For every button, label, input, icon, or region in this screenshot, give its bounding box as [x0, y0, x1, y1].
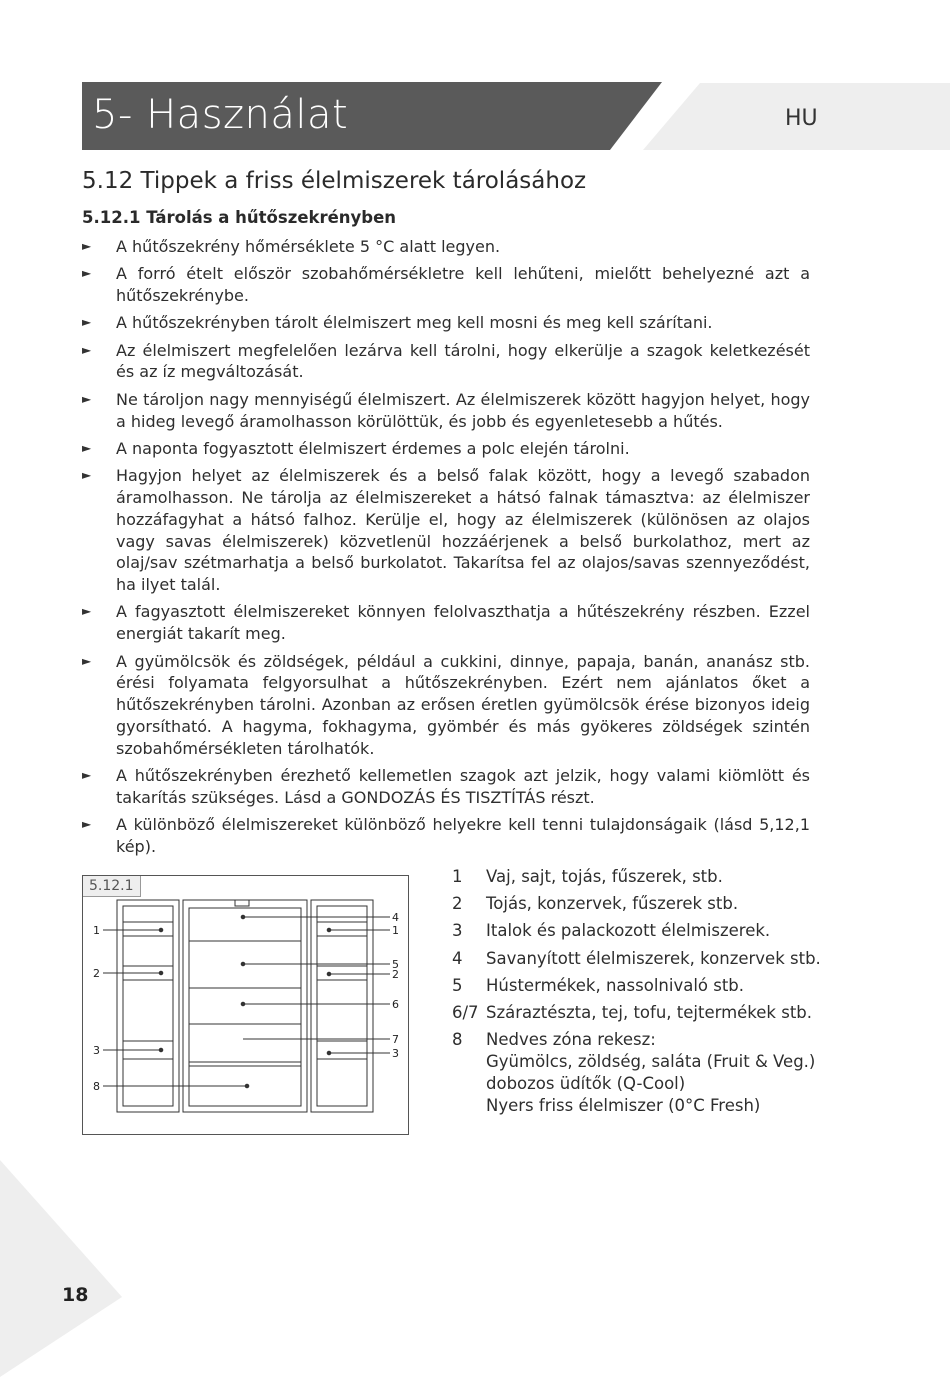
legend-text: Nedves zóna rekesz:: [486, 1030, 656, 1050]
right-door-outline: [311, 900, 373, 1112]
callout-dot: [159, 1048, 163, 1052]
list-item: ► A hűtőszekrényben érezhető kellemetlen szagok azt jelzik, hogy valami kiömlött és takarítás szükséges. Lásd a GONDOZÁS ÉS TISZTÍTÁS részt.: [82, 766, 810, 807]
top-light: [235, 900, 249, 906]
legend-number: 6/7: [452, 1002, 479, 1022]
tips-list: [82, 236, 810, 863]
list-item: ► A forró ételt először szobahőmérsékletre kell lehűteni, mielőtt behelyezné azt a hűtőszekrénybe.: [82, 264, 810, 306]
legend-row: [452, 1002, 852, 1024]
legend-row: [452, 920, 852, 942]
bullet-arrow-icon: ►: [82, 440, 92, 455]
legend-text: Tojás, konzervek, fűszerek stb.: [486, 894, 739, 914]
callout-dot: [241, 915, 245, 919]
callout-dot: [327, 972, 331, 976]
list-item: ► A fagyasztott élelmiszereket könnyen felolvaszthatja a hűtészekrény részben. Ezzel energiát takarít meg.: [82, 602, 810, 644]
callout-dot: [327, 1051, 331, 1055]
legend-row: [452, 866, 852, 888]
fridge-diagram: [82, 875, 409, 1135]
legend-row: [452, 948, 852, 970]
callout-number-right: 4: [392, 911, 399, 924]
legend-number: 4: [452, 948, 463, 968]
right-door-shelf-2: [317, 966, 367, 980]
bullet-arrow-icon: ►: [82, 315, 92, 330]
callout-dot: [241, 962, 245, 966]
callout-number-left: 1: [93, 924, 100, 937]
subsection-title: 5.12.1 Tárolás a hűtőszekrényben: [82, 208, 397, 227]
legend-subtext: dobozos üdítők (Q-Cool): [486, 1074, 686, 1094]
list-item: ► A gyümölcsök és zöldségek, például a cukkini, dinnye, papaja, banán, ananász stb. érési folyamata felgyorsulhat a hűtőszekrényben. Ezért nem ajánlatos őket a hűtőszekrényben tárolni. Azonban az erősen éretlen gyümölcsök érése bizonyos ideig gyorsítható. A hagyma, fokhagyma, gyömbér és más gyökeres zöldségek szintén szobahőmérsékleten tárolhatók.: [82, 651, 810, 758]
legend-subtext: Nyers friss élelmiszer (0°C Fresh): [486, 1096, 761, 1116]
legend-text: Hústermékek, nassolnivaló stb.: [486, 975, 745, 995]
list-item: ► Ne tároljon nagy mennyiségű élelmiszert. Az élelmiszerek között hagyjon helyet, hogy a hideg levegő áramolhasson körülöttük, és jobb és egyenletesebb a hűtés.: [82, 389, 810, 431]
figure-label: 5.12.1: [83, 876, 141, 897]
legend-text-block: [486, 1029, 852, 1117]
legend-row: [452, 1029, 852, 1117]
list-item: ► A naponta fogyasztott élelmiszert érdemes a polc elején tárolni.: [82, 438, 630, 458]
fridge-drawing: [83, 876, 408, 1134]
corner-decoration: [0, 1160, 130, 1380]
legend-text: Száraztészta, tej, tofu, tejtermékek stb.: [486, 1002, 813, 1022]
list-item: ► A hűtőszekrény hőmérséklete 5 °C alatt legyen.: [82, 237, 501, 256]
list-item: ► A hűtőszekrényben tárolt élelmiszert meg kell mosni és meg kell szárítani.: [82, 313, 713, 333]
bullet-arrow-icon: ►: [82, 239, 92, 253]
cabinet-outline: [183, 900, 307, 1112]
bullet-arrow-icon: ►: [82, 391, 92, 406]
list-item: ► Az élelmiszert megfelelően lezárva kell tárolni, hogy elkerülje a szagok keletkezését és az íz megváltozását.: [82, 340, 810, 382]
legend-text: Italok és palackozott élelmiszerek.: [486, 921, 771, 941]
list-item: ► A különböző élelmiszereket különböző helyekre kell tenni tulajdonságaik (lásd 5,12,1 kép).: [82, 815, 810, 856]
legend-number: 8: [452, 1030, 463, 1050]
bullet-arrow-icon: ►: [82, 768, 92, 783]
right-door-shelf-3: [317, 1041, 367, 1059]
left-door-shelf-1: [123, 922, 173, 936]
bullet-arrow-icon: ►: [82, 604, 92, 619]
legend-text: Vaj, sajt, tojás, fűszerek, stb.: [486, 867, 723, 886]
corner-shape: [0, 1160, 122, 1377]
callout-number-left: 3: [93, 1044, 100, 1057]
bullet-arrow-icon: ►: [82, 468, 92, 483]
callout-number-right: 5: [392, 958, 399, 971]
callout-number-right: 7: [392, 1033, 399, 1046]
bullet-arrow-icon: ►: [82, 653, 92, 668]
callout-dot: [241, 1002, 245, 1006]
legend-number: 3: [452, 921, 463, 941]
callout-dot: [327, 928, 331, 932]
callout-dot: [159, 971, 163, 975]
callout-number-right: 6: [392, 998, 399, 1011]
language-code: HU: [785, 106, 818, 131]
legend-number: 1: [452, 867, 463, 886]
chapter-title: 5- Használat: [92, 92, 349, 138]
page-number: 18: [62, 1284, 89, 1306]
legend-row: [452, 975, 852, 997]
left-door-outline: [117, 900, 179, 1112]
legend-row: [452, 893, 852, 915]
legend-text: Savanyított élelmiszerek, konzervek stb.: [486, 948, 821, 968]
list-item: ► Hagyjon helyet az élelmiszerek és a belső falak között, hogy a levegő szabadon áramolhasson. Ne tárolja az élelmiszereket a hátsó falnak támasztva: az élelmiszer hozzáfagyhat a hátsó falhoz. Kerülje el, hogy az élelmiszerek (különösen az olajos vagy savas élelmiszerek) közvetlenül hozzáérjenek a belső burkolathoz, mert az olaj/sav szétmarhatja a belső burkolatot. Takarítsa fel az olajos/savas szennyeződést, ha ilyet talál.: [82, 466, 810, 595]
callout-number-left: 2: [93, 967, 100, 980]
bullet-arrow-icon: ►: [82, 817, 92, 832]
callout-number-right: 1: [392, 924, 399, 937]
section-title: 5.12 Tippek a friss élelmiszerek tárolásához: [82, 168, 587, 194]
right-door-shelf-1: [317, 922, 367, 936]
callout-number-right: 2: [392, 968, 399, 981]
figure-legend: [452, 866, 852, 1122]
bullet-arrow-icon: ►: [82, 342, 92, 357]
bullet-arrow-icon: ►: [82, 266, 92, 281]
callout-dot: [245, 1084, 249, 1088]
callout-dot: [159, 928, 163, 932]
cabinet-inner: [189, 908, 301, 1106]
legend-subtext: Gyümölcs, zöldség, saláta (Fruit & Veg.): [486, 1052, 816, 1072]
callout-number-left: 8: [93, 1080, 100, 1093]
callout-number-right: 3: [392, 1047, 399, 1060]
legend-number: 5: [452, 975, 463, 995]
legend-number: 2: [452, 894, 463, 914]
